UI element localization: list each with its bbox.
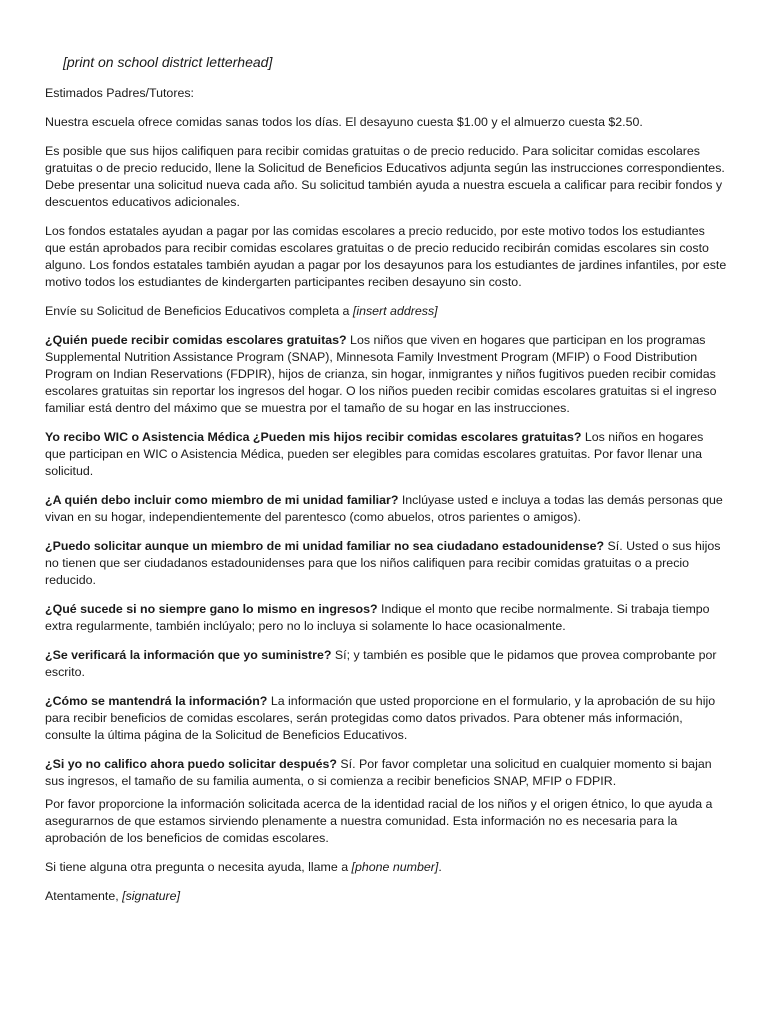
faq-question: ¿Si yo no califico ahora puedo solicitar después? <box>45 757 337 771</box>
letterhead-placeholder: [print on school district letterhead] <box>63 54 273 70</box>
help-text: Si tiene alguna otra pregunta o necesita ayuda, llame a <box>45 860 352 874</box>
faq-item <box>45 332 727 417</box>
paragraph-qualify: Es posible que sus hijos califiquen para recibir comidas gratuitas o de precio reducido. Para solicitar comidas escolares gratuitas o de precio reducido, llene la Solicitud de Beneficios Educativos adjunta según las instrucciones correspondientes. Debe presentar una solicitud nueva cada año. Su solicitud también ayuda a nuestra escuela a calificar para recibir fondos y descuentos educativos adicionales. <box>45 144 725 209</box>
faq-answer: Los niños que viven en hogares que participan en los programas Supplemental Nutrition Assistance Program (SNAP), Minnesota Family Investment Program (MFIP) o Food Distribution Program on Indian Reservations (FDPIR), hijos de crianza, sin hogar, inmigrantes y niños fugitivos pueden recibir comidas escolares gratuitas sin reportar los ingresos del hogar. O los niños pueden recibir comidas escolares gratuitas si el ingreso familiar está dentro del máximo que se muestra por el tamaño de su hogar en las instrucciones. <box>45 333 717 415</box>
paragraph-send-application <box>45 303 727 320</box>
faq-question: ¿Se verificará la información que yo suministre? <box>45 648 332 662</box>
signature-placeholder: [signature] <box>122 889 181 903</box>
faq-item <box>45 693 727 744</box>
faq-question: ¿Cómo se mantendrá la información? <box>45 694 268 708</box>
faq-question: ¿Qué sucede si no siempre gano lo mismo en ingresos? <box>45 602 378 616</box>
faq-answer: Sí. Por favor completar una solicitud en cualquier momento si bajan sus ingresos, el tamaño de su familia aumenta, o si comienza a recibir beneficios SNAP, MFIP o FDPIR. <box>45 757 712 788</box>
faq-item <box>45 647 727 681</box>
faq-item <box>45 601 727 635</box>
help-end: . <box>438 860 442 874</box>
paragraph-help <box>45 859 727 876</box>
faq-answer: Sí; y también es posible que le pidamos que provea comprobante por escrito. <box>45 648 717 679</box>
faq-item <box>45 756 727 790</box>
closing <box>45 888 727 905</box>
faq-question: ¿A quién debo incluir como miembro de mi unidad familiar? <box>45 493 399 507</box>
faq-question: Yo recibo WIC o Asistencia Médica ¿Pueden mis hijos recibir comidas escolares gratuitas? <box>45 430 582 444</box>
paragraph-meal-prices: Nuestra escuela ofrece comidas sanas todos los días. El desayuno cuesta $1.00 y el almuerzo cuesta $2.50. <box>45 115 643 129</box>
greeting: Estimados Padres/Tutores: <box>45 86 194 100</box>
faq-item <box>45 429 727 480</box>
paragraph-state-funds: Los fondos estatales ayudan a pagar por las comidas escolares a precio reducido, por este motivo todos los estudiantes que están aprobados para recibir comidas escolares gratuitas o de precio reducido recibirán comidas escolares sin costo alguno. Los fondos estatales también ayudan a pagar por los desayunos para los estudiantes de jardines infantiles, por este motivo todos los estudiantes de kindergarten participantes reciben desayuno sin costo. <box>45 224 727 289</box>
closing-text: Atentamente, <box>45 889 123 903</box>
faq-answer: Sí. Usted o sus hijos no tienen que ser ciudadanos estadounidenses para que los niños califiquen para recibir comidas gratuitas o a precio reducido. <box>45 539 721 587</box>
letter-page <box>45 52 727 917</box>
faq-question: ¿Quién puede recibir comidas escolares gratuitas? <box>45 333 347 347</box>
paragraph-ethnic-info: Por favor proporcione la información solicitada acerca de la identidad racial de los niños y el origen étnico, lo que ayuda a asegurarnos de que estamos sirviendo plenamente a nuestra comunidad. Esta información no es necesaria para la aprobación de los beneficios de comidas escolares. <box>45 797 713 845</box>
address-placeholder: [insert address] <box>352 304 438 318</box>
faq-answer: La información que usted proporcione en el formulario, y la aprobación de su hijo para recibir beneficios de comidas escolares, serán protegidas como datos privados. Para obtener más información, consulte la última página de la Solicitud de Beneficios Educativos. <box>45 694 716 742</box>
faq-question: ¿Puedo solicitar aunque un miembro de mi unidad familiar no sea ciudadano estadounidense? <box>45 539 605 553</box>
phone-placeholder: [phone number] <box>351 860 439 874</box>
send-text: Envíe su Solicitud de Beneficios Educativos completa a <box>45 304 353 318</box>
faq-answer: Indique el monto que recibe normalmente. Si trabaja tiempo extra regularmente, también inclúyalo; pero no lo incluya si solamente lo hace ocasionalmente. <box>45 602 710 633</box>
faq-item <box>45 492 727 526</box>
faq-item <box>45 538 727 589</box>
faq-answer: Inclúyase usted e incluya a todas las demás personas que vivan en su hogar, independientemente del parentesco (como abuelos, otros parientes o amigos). <box>45 493 723 524</box>
faq-answer: Los niños en hogares que participan en WIC o Asistencia Médica, pueden ser elegibles para comidas escolares gratuitas. Por favor llenar una solicitud. <box>45 430 704 478</box>
